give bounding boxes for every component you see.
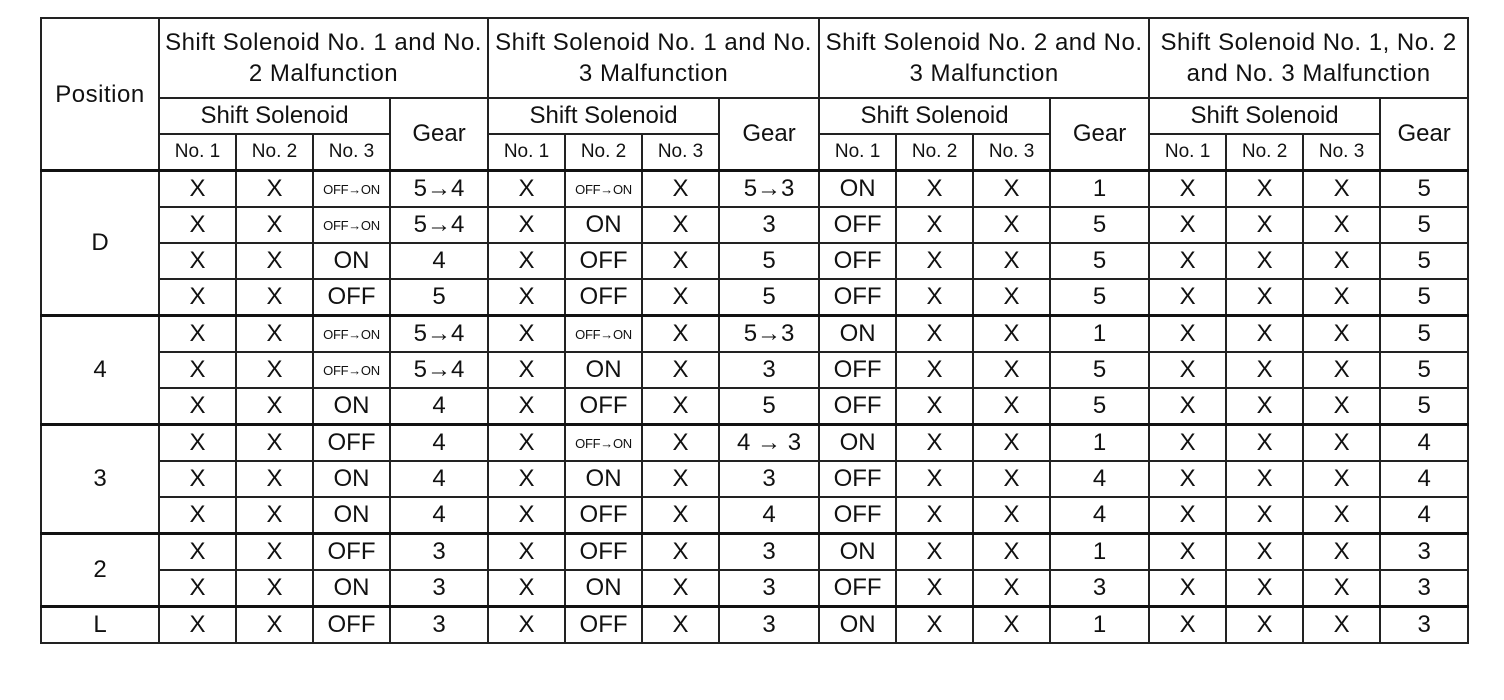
solenoid-state-cell: ON	[819, 534, 896, 571]
gear-header: Gear	[719, 98, 819, 171]
solenoid-state-cell: OFF	[819, 243, 896, 279]
solenoid-state-cell: X	[642, 534, 719, 571]
solenoid-state-cell: X	[236, 243, 313, 279]
gear-cell: 5	[719, 388, 819, 425]
solenoid-state-cell: ON	[819, 316, 896, 353]
solenoid-state-cell: ON	[819, 607, 896, 644]
solenoid-state-cell: X	[488, 534, 565, 571]
gear-cell: 3	[1050, 570, 1149, 607]
solenoid-state-cell: X	[1303, 570, 1380, 607]
table-row	[41, 352, 1468, 388]
solenoid-state-cell: ON	[819, 425, 896, 462]
table-row	[41, 425, 1468, 462]
solenoid-no3-header: No. 3	[973, 134, 1050, 171]
solenoid-state-cell: X	[1303, 461, 1380, 497]
solenoid-state-cell: X	[1226, 207, 1303, 243]
gear-cell: 5	[1380, 243, 1468, 279]
solenoid-state-cell: X	[1303, 279, 1380, 316]
solenoid-no3-header: No. 3	[642, 134, 719, 171]
table-row	[41, 316, 1468, 353]
table-row	[41, 279, 1468, 316]
solenoid-state-cell: X	[236, 461, 313, 497]
gear-cell: 5	[1380, 316, 1468, 353]
solenoid-state-cell: X	[1226, 279, 1303, 316]
gear-cell: 4	[390, 497, 488, 534]
gear-cell: 4	[1050, 497, 1149, 534]
position-cell: D	[41, 171, 159, 316]
solenoid-no2-header: No. 2	[236, 134, 313, 171]
solenoid-state-cell: X	[1226, 497, 1303, 534]
gear-cell: 3	[719, 534, 819, 571]
solenoid-state-cell: X	[159, 316, 236, 353]
solenoid-state-cell: X	[973, 207, 1050, 243]
solenoid-state-cell: OFF→ON	[565, 425, 642, 462]
solenoid-state-cell: X	[1303, 207, 1380, 243]
solenoid-state-cell: X	[488, 388, 565, 425]
gear-header: Gear	[390, 98, 488, 171]
solenoid-state-cell: OFF	[565, 534, 642, 571]
solenoid-state-cell: ON	[313, 497, 390, 534]
solenoid-state-cell: X	[488, 316, 565, 353]
solenoid-state-cell: X	[642, 243, 719, 279]
gear-cell: 3	[1380, 607, 1468, 644]
solenoid-no1-header: No. 1	[488, 134, 565, 171]
solenoid-state-cell: OFF	[313, 607, 390, 644]
gear-cell: 5	[1380, 171, 1468, 208]
solenoid-state-cell: X	[896, 352, 973, 388]
solenoid-state-cell: ON	[313, 388, 390, 425]
table-row	[41, 171, 1468, 208]
position-cell: 3	[41, 425, 159, 534]
solenoid-state-cell: OFF→ON	[313, 316, 390, 353]
solenoid-state-cell: X	[236, 497, 313, 534]
group-header-4: Shift Solenoid No. 1, No. 2 and No. 3 Malfunction	[1149, 18, 1468, 98]
solenoid-state-cell: X	[488, 243, 565, 279]
solenoid-state-cell: X	[1149, 207, 1226, 243]
gear-cell: 3	[1380, 534, 1468, 571]
table-row	[41, 607, 1468, 644]
solenoid-state-cell: OFF	[565, 243, 642, 279]
position-cell: L	[41, 607, 159, 644]
solenoid-no3-header: No. 3	[313, 134, 390, 171]
solenoid-state-cell: X	[1303, 425, 1380, 462]
gear-cell: 1	[1050, 171, 1149, 208]
solenoid-state-cell: X	[1226, 570, 1303, 607]
solenoid-state-cell: X	[1303, 497, 1380, 534]
solenoid-state-cell: X	[896, 534, 973, 571]
solenoid-state-cell: X	[159, 352, 236, 388]
table-row	[41, 388, 1468, 425]
gear-cell: 4	[390, 388, 488, 425]
solenoid-state-cell: X	[1149, 352, 1226, 388]
solenoid-state-cell: ON	[565, 352, 642, 388]
solenoid-state-cell: OFF→ON	[313, 207, 390, 243]
solenoid-state-cell: OFF	[819, 207, 896, 243]
solenoid-state-cell: X	[236, 534, 313, 571]
gear-cell: 3	[719, 461, 819, 497]
solenoid-state-cell: ON	[565, 207, 642, 243]
solenoid-state-cell: OFF	[313, 279, 390, 316]
shift-solenoid-header: Shift Solenoid	[488, 98, 719, 134]
gear-cell: 5→4	[390, 171, 488, 208]
table-row	[41, 534, 1468, 571]
table-row	[41, 570, 1468, 607]
solenoid-state-cell: X	[159, 279, 236, 316]
solenoid-state-cell: X	[488, 425, 565, 462]
gear-cell: 5	[1380, 279, 1468, 316]
gear-cell: 5	[719, 243, 819, 279]
solenoid-state-cell: OFF→ON	[313, 171, 390, 208]
solenoid-state-cell: X	[488, 570, 565, 607]
gear-cell: 4	[1050, 461, 1149, 497]
gear-cell: 4	[390, 243, 488, 279]
solenoid-state-cell: X	[642, 388, 719, 425]
solenoid-state-cell: X	[973, 316, 1050, 353]
gear-cell: 5	[1050, 207, 1149, 243]
solenoid-state-cell: X	[642, 425, 719, 462]
gear-cell: 5	[1050, 279, 1149, 316]
solenoid-state-cell: X	[1303, 352, 1380, 388]
solenoid-no1-header: No. 1	[819, 134, 896, 171]
solenoid-state-cell: X	[1149, 607, 1226, 644]
solenoid-state-cell: X	[642, 352, 719, 388]
gear-cell: 1	[1050, 316, 1149, 353]
solenoid-state-cell: X	[236, 570, 313, 607]
solenoid-state-cell: ON	[819, 171, 896, 208]
solenoid-state-cell: X	[1149, 497, 1226, 534]
gear-cell: 4 → 3	[719, 425, 819, 462]
solenoid-state-cell: OFF	[819, 279, 896, 316]
solenoid-state-cell: X	[159, 388, 236, 425]
gear-cell: 5→4	[390, 207, 488, 243]
solenoid-state-cell: X	[1303, 243, 1380, 279]
solenoid-state-cell: X	[236, 316, 313, 353]
gear-cell: 3	[719, 570, 819, 607]
solenoid-state-cell: X	[236, 207, 313, 243]
solenoid-state-cell: X	[896, 207, 973, 243]
solenoid-state-cell: X	[159, 570, 236, 607]
solenoid-state-cell: X	[973, 570, 1050, 607]
position-header: Position	[41, 18, 159, 171]
solenoid-malfunction-table	[40, 17, 1469, 644]
solenoid-no2-header: No. 2	[565, 134, 642, 171]
solenoid-state-cell: X	[642, 570, 719, 607]
solenoid-no2-header: No. 2	[896, 134, 973, 171]
gear-cell: 5→3	[719, 316, 819, 353]
solenoid-state-cell: X	[1226, 243, 1303, 279]
solenoid-state-cell: X	[159, 207, 236, 243]
solenoid-state-cell: X	[1226, 388, 1303, 425]
position-cell: 2	[41, 534, 159, 607]
solenoid-state-cell: X	[973, 388, 1050, 425]
table-row	[41, 243, 1468, 279]
solenoid-no2-header: No. 2	[1226, 134, 1303, 171]
gear-cell: 1	[1050, 534, 1149, 571]
table-row	[41, 461, 1468, 497]
table-body	[41, 171, 1468, 644]
solenoid-state-cell: X	[488, 497, 565, 534]
gear-cell: 4	[1380, 497, 1468, 534]
gear-cell: 5	[1380, 207, 1468, 243]
solenoid-state-cell: X	[1226, 534, 1303, 571]
solenoid-state-cell: ON	[313, 461, 390, 497]
solenoid-state-cell: X	[896, 316, 973, 353]
gear-cell: 5	[1050, 243, 1149, 279]
table-container	[40, 17, 1469, 644]
gear-cell: 5→4	[390, 316, 488, 353]
solenoid-state-cell: OFF	[565, 607, 642, 644]
table-row	[41, 497, 1468, 534]
solenoid-state-cell: X	[488, 607, 565, 644]
group-header-1: Shift Solenoid No. 1 and No. 2 Malfunction	[159, 18, 488, 98]
solenoid-state-cell: X	[488, 207, 565, 243]
solenoid-state-cell: X	[1149, 316, 1226, 353]
solenoid-state-cell: OFF	[819, 461, 896, 497]
solenoid-state-cell: X	[896, 171, 973, 208]
solenoid-state-cell: X	[159, 171, 236, 208]
gear-cell: 5→4	[390, 352, 488, 388]
solenoid-state-cell: X	[1226, 316, 1303, 353]
gear-cell: 5	[1050, 352, 1149, 388]
solenoid-state-cell: X	[1149, 279, 1226, 316]
gear-cell: 4	[1380, 425, 1468, 462]
solenoid-state-cell: X	[159, 425, 236, 462]
gear-cell: 5	[1380, 388, 1468, 425]
solenoid-state-cell: X	[236, 171, 313, 208]
solenoid-state-cell: X	[896, 425, 973, 462]
solenoid-state-cell: X	[488, 279, 565, 316]
solenoid-state-cell: OFF	[819, 497, 896, 534]
solenoid-state-cell: X	[488, 352, 565, 388]
gear-cell: 5	[719, 279, 819, 316]
solenoid-state-cell: X	[159, 243, 236, 279]
solenoid-no1-header: No. 1	[1149, 134, 1226, 171]
solenoid-state-cell: X	[1303, 316, 1380, 353]
solenoid-state-cell: X	[973, 607, 1050, 644]
gear-cell: 3	[719, 207, 819, 243]
gear-cell: 4	[1380, 461, 1468, 497]
solenoid-state-cell: OFF	[565, 388, 642, 425]
solenoid-state-cell: OFF→ON	[313, 352, 390, 388]
solenoid-state-cell: X	[159, 534, 236, 571]
solenoid-state-cell: X	[896, 497, 973, 534]
solenoid-state-cell: X	[642, 316, 719, 353]
solenoid-state-cell: X	[642, 607, 719, 644]
group-header-2: Shift Solenoid No. 1 and No. 3 Malfunction	[488, 18, 819, 98]
solenoid-state-cell: ON	[565, 570, 642, 607]
gear-cell: 1	[1050, 425, 1149, 462]
shift-solenoid-header: Shift Solenoid	[159, 98, 390, 134]
solenoid-state-cell: X	[236, 388, 313, 425]
solenoid-state-cell: X	[896, 279, 973, 316]
solenoid-state-cell: OFF	[313, 425, 390, 462]
solenoid-state-cell: X	[896, 461, 973, 497]
solenoid-state-cell: OFF→ON	[565, 316, 642, 353]
solenoid-state-cell: X	[159, 461, 236, 497]
solenoid-state-cell: X	[973, 171, 1050, 208]
table-row	[41, 207, 1468, 243]
group-header-3: Shift Solenoid No. 2 and No. 3 Malfunction	[819, 18, 1149, 98]
solenoid-no1-header: No. 1	[159, 134, 236, 171]
solenoid-state-cell: X	[1149, 243, 1226, 279]
solenoid-state-cell: X	[1226, 461, 1303, 497]
solenoid-state-cell: OFF	[819, 388, 896, 425]
gear-cell: 3	[390, 534, 488, 571]
solenoid-state-cell: X	[896, 243, 973, 279]
solenoid-state-cell: OFF	[313, 534, 390, 571]
solenoid-state-cell: X	[159, 497, 236, 534]
gear-cell: 3	[719, 352, 819, 388]
solenoid-no3-header: No. 3	[1303, 134, 1380, 171]
gear-cell: 1	[1050, 607, 1149, 644]
solenoid-state-cell: X	[488, 461, 565, 497]
solenoid-state-cell: OFF	[819, 570, 896, 607]
solenoid-state-cell: X	[236, 279, 313, 316]
solenoid-state-cell: X	[1149, 461, 1226, 497]
gear-cell: 5	[1380, 352, 1468, 388]
header-row-groups	[41, 18, 1468, 98]
solenoid-state-cell: X	[973, 461, 1050, 497]
solenoid-state-cell: X	[1149, 534, 1226, 571]
solenoid-state-cell: X	[1226, 171, 1303, 208]
gear-cell: 5	[390, 279, 488, 316]
solenoid-state-cell: X	[896, 570, 973, 607]
solenoid-state-cell: X	[642, 207, 719, 243]
gear-cell: 4	[390, 461, 488, 497]
solenoid-state-cell: X	[973, 497, 1050, 534]
solenoid-state-cell: X	[236, 607, 313, 644]
gear-cell: 4	[719, 497, 819, 534]
solenoid-state-cell: X	[1303, 388, 1380, 425]
solenoid-state-cell: X	[973, 425, 1050, 462]
solenoid-state-cell: X	[1226, 425, 1303, 462]
solenoid-state-cell: X	[236, 352, 313, 388]
shift-solenoid-header: Shift Solenoid	[1149, 98, 1380, 134]
solenoid-state-cell: X	[642, 279, 719, 316]
position-cell: 4	[41, 316, 159, 425]
solenoid-state-cell: X	[159, 607, 236, 644]
gear-header: Gear	[1050, 98, 1149, 171]
gear-cell: 3	[390, 570, 488, 607]
solenoid-state-cell: X	[896, 388, 973, 425]
solenoid-state-cell: X	[642, 461, 719, 497]
header-row-solenoid	[41, 98, 1468, 134]
solenoid-state-cell: X	[973, 534, 1050, 571]
solenoid-state-cell: X	[1149, 388, 1226, 425]
solenoid-state-cell: OFF→ON	[565, 171, 642, 208]
solenoid-state-cell: X	[1303, 607, 1380, 644]
solenoid-state-cell: X	[1149, 425, 1226, 462]
solenoid-state-cell: X	[642, 171, 719, 208]
solenoid-state-cell: X	[1149, 570, 1226, 607]
gear-cell: 3	[390, 607, 488, 644]
gear-cell: 5	[1050, 388, 1149, 425]
solenoid-state-cell: X	[973, 279, 1050, 316]
gear-cell: 3	[1380, 570, 1468, 607]
solenoid-state-cell: X	[1226, 607, 1303, 644]
solenoid-state-cell: OFF	[819, 352, 896, 388]
solenoid-state-cell: X	[1303, 171, 1380, 208]
solenoid-state-cell: X	[973, 352, 1050, 388]
solenoid-state-cell: X	[1149, 171, 1226, 208]
gear-header: Gear	[1380, 98, 1468, 171]
solenoid-state-cell: X	[642, 497, 719, 534]
solenoid-state-cell: X	[236, 425, 313, 462]
solenoid-state-cell: X	[896, 607, 973, 644]
gear-cell: 3	[719, 607, 819, 644]
solenoid-state-cell: ON	[565, 461, 642, 497]
gear-cell: 5→3	[719, 171, 819, 208]
solenoid-state-cell: X	[1226, 352, 1303, 388]
solenoid-state-cell: OFF	[565, 279, 642, 316]
gear-cell: 4	[390, 425, 488, 462]
solenoid-state-cell: ON	[313, 570, 390, 607]
solenoid-state-cell: OFF	[565, 497, 642, 534]
solenoid-state-cell: X	[1303, 534, 1380, 571]
solenoid-state-cell: ON	[313, 243, 390, 279]
solenoid-state-cell: X	[488, 171, 565, 208]
shift-solenoid-header: Shift Solenoid	[819, 98, 1050, 134]
solenoid-state-cell: X	[973, 243, 1050, 279]
